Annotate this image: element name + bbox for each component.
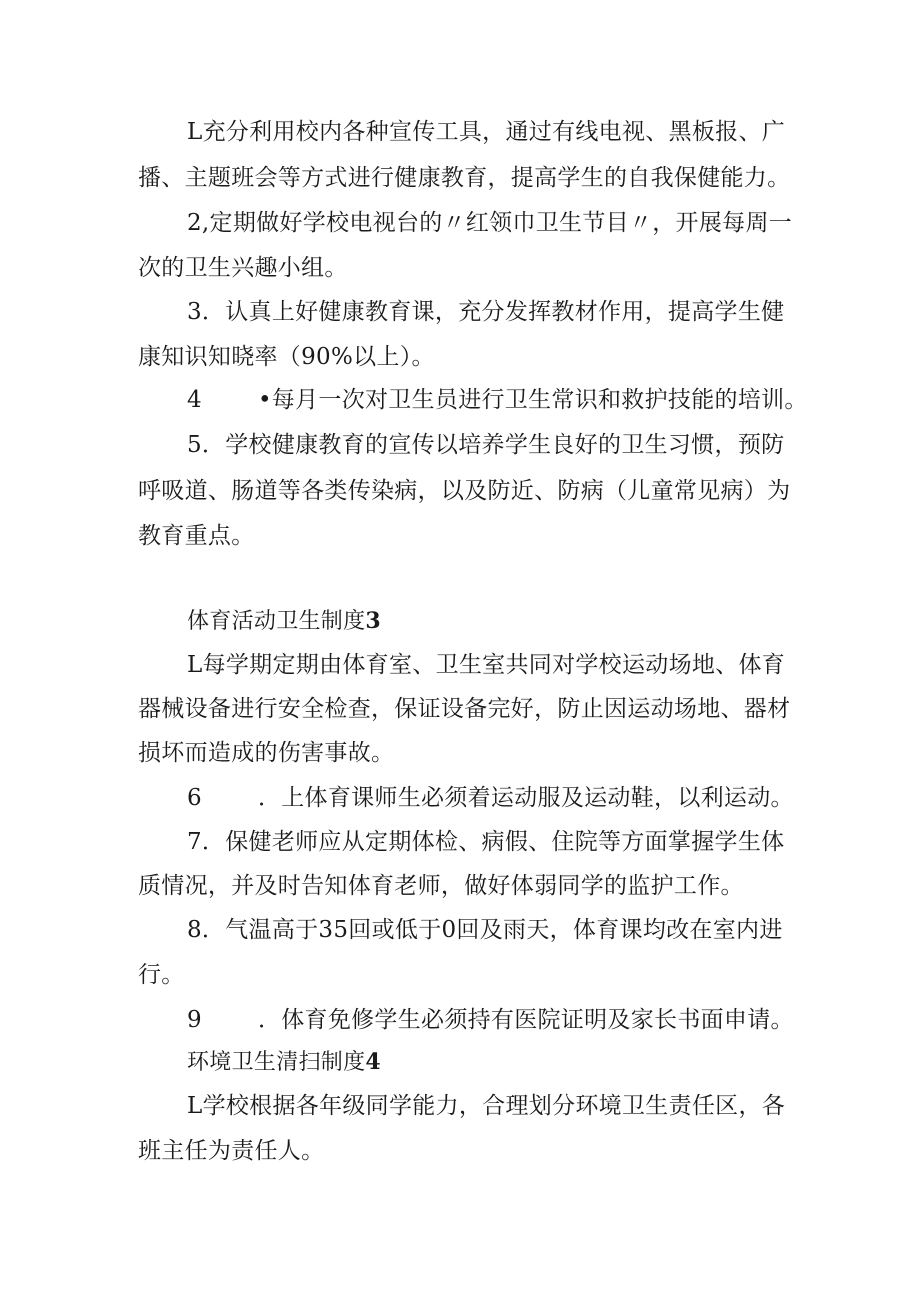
section-heading bbox=[187, 606, 798, 637]
paragraph-line: 损坏而造成的伤害事故。 bbox=[138, 740, 395, 766]
list-item bbox=[187, 783, 798, 813]
item-text: ．上体育课师生必须着运动服及运动鞋，以利运动。 bbox=[257, 785, 794, 811]
item-number: 4 bbox=[187, 387, 202, 413]
heading-number: 3 bbox=[365, 608, 382, 634]
list-item bbox=[187, 1005, 798, 1035]
item-text: ．体育免修学生必须持有医院证明及家长书面申请。 bbox=[257, 1007, 794, 1033]
list-item bbox=[187, 385, 808, 415]
paragraph-line: L学校根据各年级同学能力，合理划分环境卫生责任区，各 bbox=[187, 1093, 786, 1119]
paragraph-line: L充分利用校内各种宣传工具，通过有线电视、黑板报、广 bbox=[187, 119, 786, 145]
paragraph-line: 班主任为责任人。 bbox=[138, 1138, 325, 1164]
paragraph-line: 8．气温高于35回或低于0回及雨天，体育课均改在室内进 bbox=[187, 917, 783, 943]
paragraph-line: 康知识知晓率（90%以上）。 bbox=[138, 344, 435, 370]
section-heading bbox=[187, 1047, 798, 1078]
paragraph-line: 教育重点。 bbox=[138, 523, 255, 549]
paragraph-line: 3．认真上好健康教育课，充分发挥教材作用，提高学生健 bbox=[187, 299, 785, 325]
paragraph-line: 呼吸道、肠道等各类传染病，以及防近、防病（儿童常见病）为 bbox=[138, 478, 791, 504]
heading-title: 体育活动卫生制度 bbox=[187, 609, 366, 634]
item-number: 9 bbox=[187, 1007, 202, 1033]
paragraph-line: 2,定期做好学校电视台的〃红领巾卫生节目〃，开展每周一 bbox=[187, 210, 793, 236]
paragraph-line: 行。 bbox=[138, 962, 185, 988]
paragraph-line: 器械设备进行安全检查，保证设备完好，防止因运动场地、器材 bbox=[138, 696, 791, 722]
paragraph-line: 播、主题班会等方式进行健康教育，提高学生的自我保健能力。 bbox=[138, 165, 791, 191]
item-number: 6 bbox=[187, 785, 202, 811]
paragraph-line: 质情况，并及时告知体育老师，做好体弱同学的监护工作。 bbox=[138, 873, 744, 899]
paragraph-line: 7．保健老师应从定期体检、病假、住院等方面掌握学生体 bbox=[187, 829, 785, 855]
paragraph-line: 次的卫生兴趣小组。 bbox=[138, 255, 348, 281]
heading-title: 环境卫生清扫制度 bbox=[187, 1050, 366, 1075]
heading-number: 4 bbox=[365, 1049, 382, 1075]
item-text: •每月一次对卫生员进行卫生常识和救护技能的培训。 bbox=[257, 387, 808, 413]
paragraph-line: 5．学校健康教育的宣传以培养学生良好的卫生习惯，预防 bbox=[187, 432, 785, 458]
paragraph-line: L每学期定期由体育室、卫生室共同对学校运动场地、体育 bbox=[187, 652, 786, 678]
